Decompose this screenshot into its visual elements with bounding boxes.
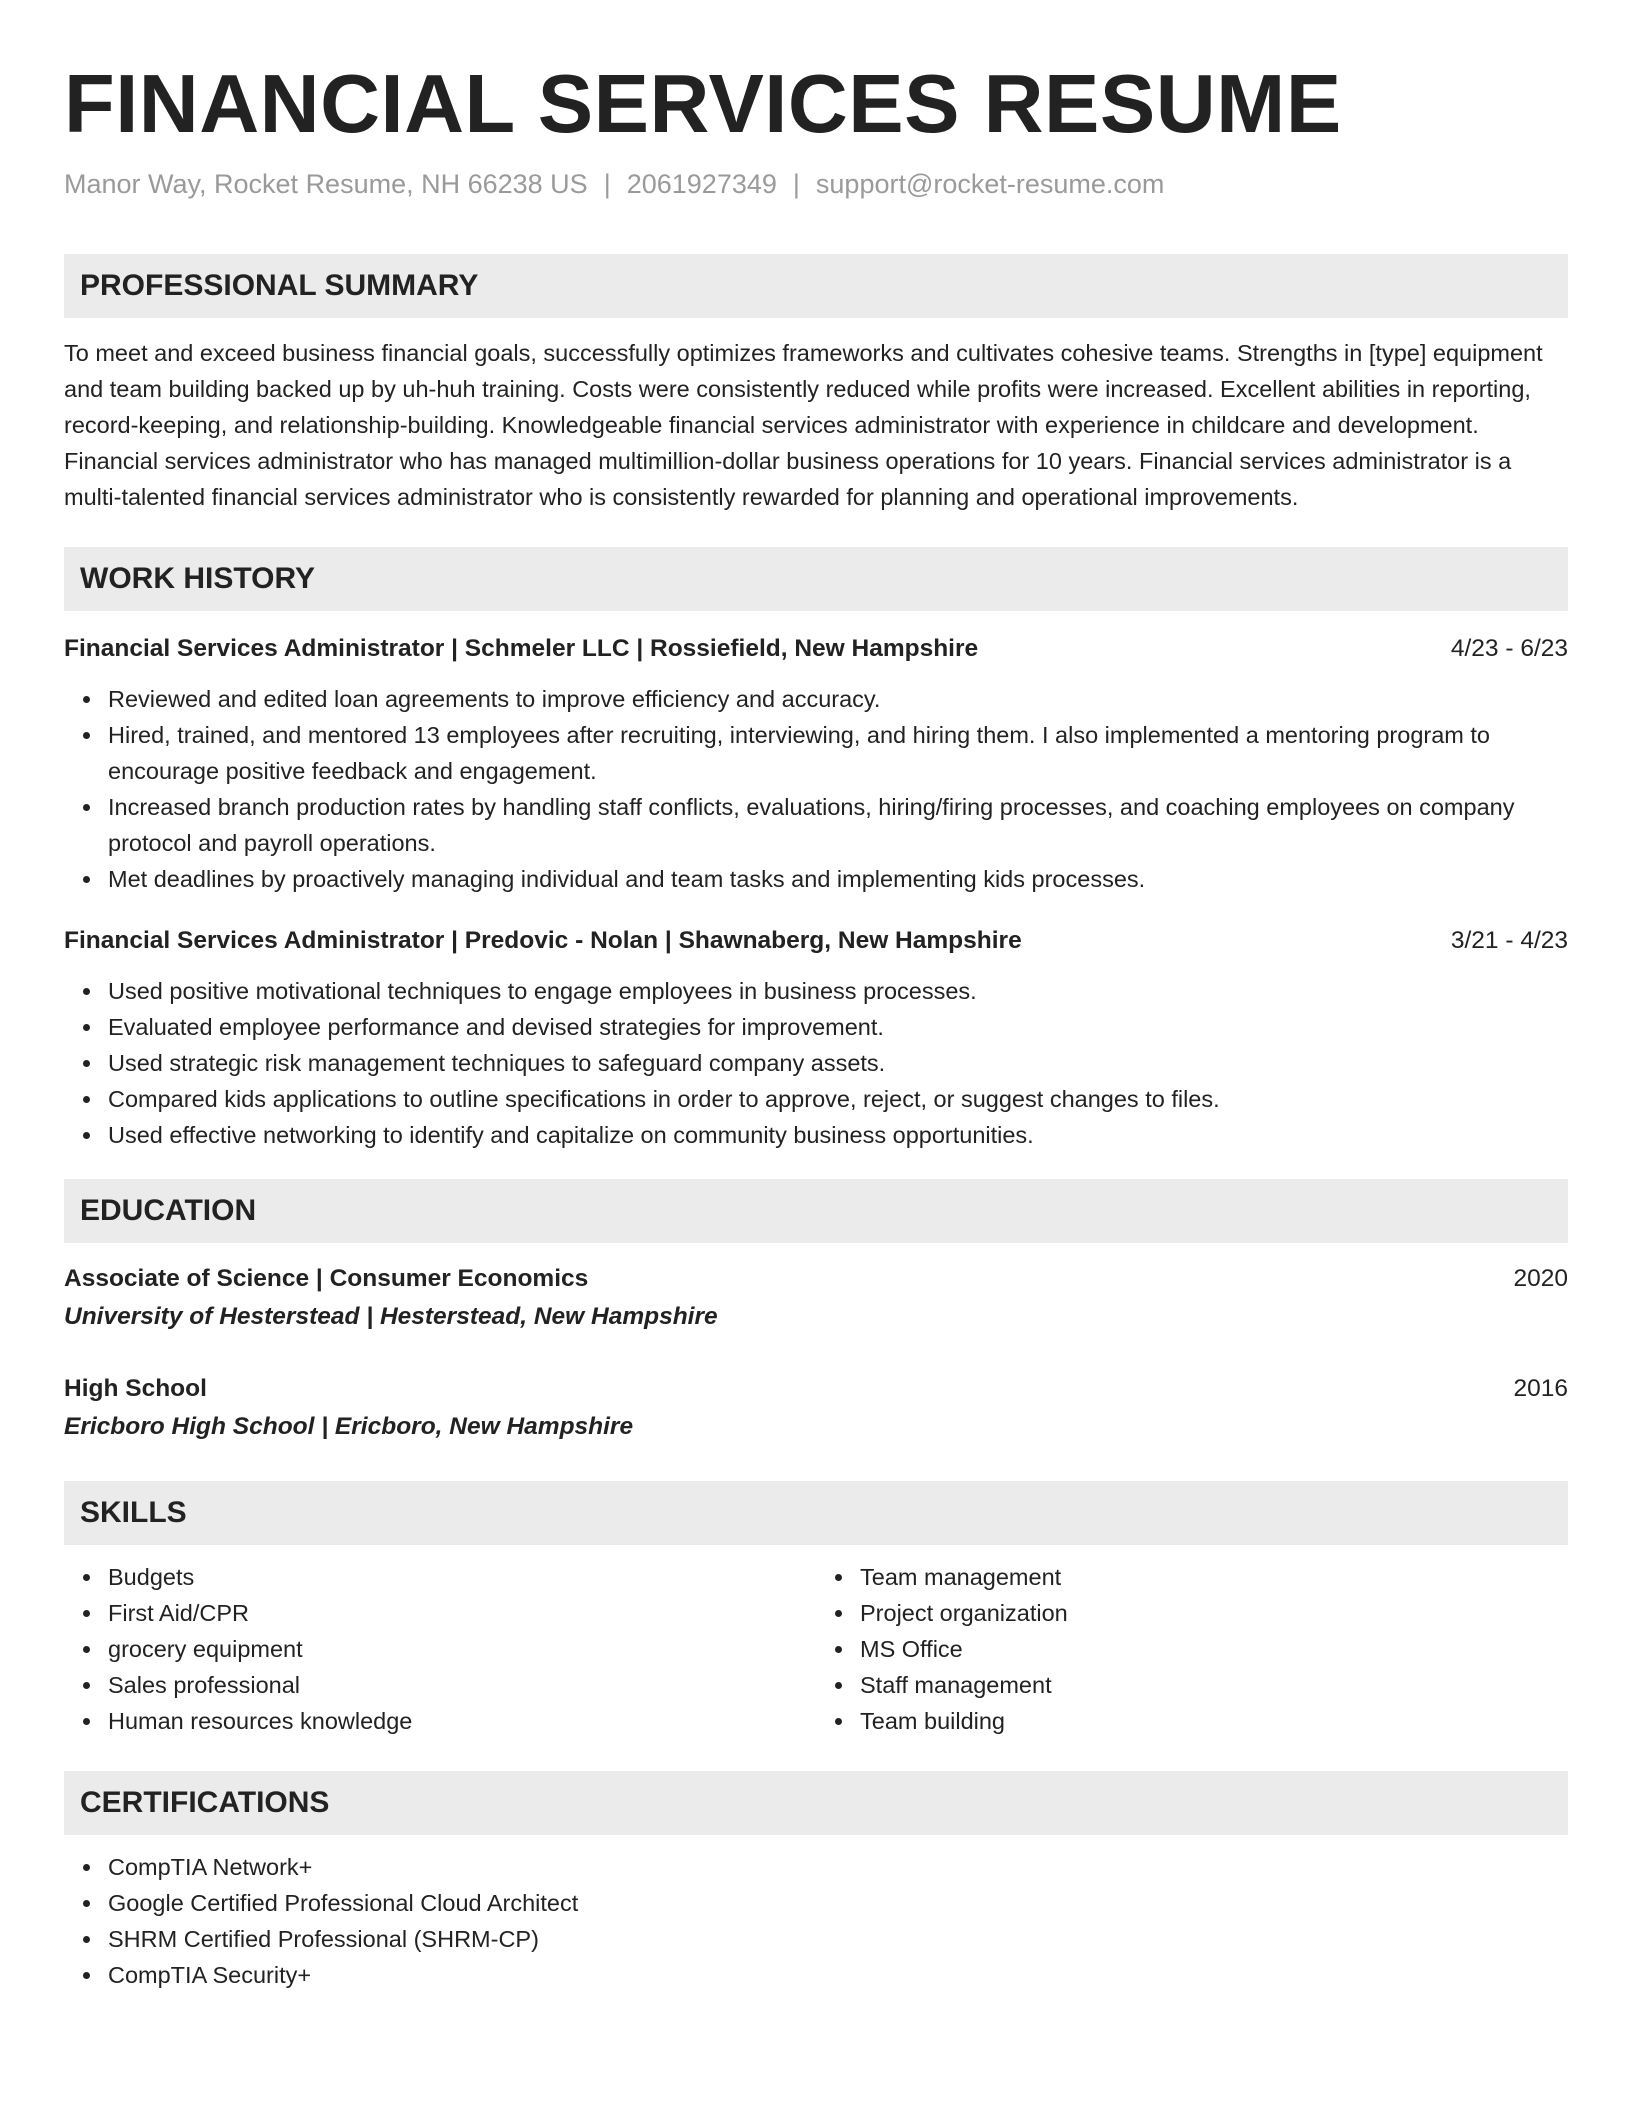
job-header [64,923,1568,959]
contact-email: support@rocket-resume.com [815,169,1165,199]
job-title: Financial Services Administrator | Schmeler LLC | Rossiefield, New Hampshire [64,635,979,662]
job-bullets [64,973,1568,1153]
list-item: Google Certified Professional Cloud Architect [108,1885,1568,1921]
list-item: First Aid/CPR [108,1595,816,1631]
list-item: Compared kids applications to outline specifications in order to approve, reject, or suggest changes to files. [108,1081,1568,1117]
section-header-summary: PROFESSIONAL SUMMARY [64,254,1568,318]
education-year: 2016 [1513,1375,1568,1402]
list-item: Team management [860,1559,1568,1595]
summary-text: To meet and exceed business financial goals, successfully optimizes frameworks and cultivates cohesive teams. Strengths in [type] equipment and team building backed up by uh-huh training. Costs were consistently reduced while profits were increased. Excellent abilities in reporting, record-keeping, and relationship-building. Knowledgeable financial services administrator with experience in childcare and development. Financial services administrator who has managed multimillion-dollar business operations for 10 years. Financial services administrator is a multi-talented financial services administrator who is consistently rewarded for planning and operational improvements. [64,340,1543,510]
section-header-certifications: CERTIFICATIONS [64,1771,1568,1835]
education-header [64,1261,1568,1297]
section-header-skills: SKILLS [64,1481,1568,1545]
list-item: Met deadlines by proactively managing individual and team tasks and implementing kids processes. [108,861,1568,897]
list-item: Used positive motivational techniques to engage employees in business processes. [108,973,1568,1009]
contact-separator: | [603,169,611,199]
list-item: SHRM Certified Professional (SHRM-CP) [108,1921,1568,1957]
list-item: grocery equipment [108,1631,816,1667]
job-dates: 3/21 - 4/23 [1450,927,1568,954]
list-item: Used strategic risk management techniques to safeguard company assets. [108,1045,1568,1081]
list-item: Staff management [860,1667,1568,1703]
education-degree: Associate of Science | Consumer Economics [64,1265,589,1292]
education-degree: High School [64,1375,207,1402]
list-item: Hired, trained, and mentored 13 employees after recruiting, interviewing, and hiring them. I also implemented a mentoring program to encourage positive feedback and engagement. [108,717,1568,789]
job-title: Financial Services Administrator | Predovic - Nolan | Shawnaberg, New Hampshire [64,927,1022,954]
contact-line [64,166,1568,202]
job-header [64,631,1568,667]
contact-address: Manor Way, Rocket Resume, NH 66238 US [64,169,588,199]
education-header [64,1371,1568,1407]
list-item: CompTIA Security+ [108,1957,1568,1993]
skills-list-right [816,1559,1568,1739]
certifications-list [64,1849,1568,1993]
education-school: University of Hesterstead | Hesterstead, New Hampshire [64,1303,718,1330]
contact-phone: 2061927349 [626,169,777,199]
job-bullets [64,681,1568,897]
list-item: Budgets [108,1559,816,1595]
education-school: Ericboro High School | Ericboro, New Hampshire [64,1413,634,1440]
job-entry [64,631,1568,897]
job-dates: 4/23 - 6/23 [1450,635,1568,662]
resume-title: FINANCIAL SERVICES RESUME [64,57,1342,150]
section-header-education: EDUCATION [64,1179,1568,1243]
education-year: 2020 [1513,1265,1568,1292]
list-item: Used effective networking to identify and capitalize on community business opportunities. [108,1117,1568,1153]
list-item: Project organization [860,1595,1568,1631]
list-item: Sales professional [108,1667,816,1703]
list-item: Increased branch production rates by handling staff conflicts, evaluations, hiring/firing processes, and coaching employees on company protocol and payroll operations. [108,789,1568,861]
contact-separator: | [792,169,800,199]
list-item: MS Office [860,1631,1568,1667]
list-item: Reviewed and edited loan agreements to improve efficiency and accuracy. [108,681,1568,717]
education-entry [64,1261,1568,1335]
skills-columns [64,1545,1568,1739]
job-entry [64,923,1568,1153]
education-entry [64,1371,1568,1445]
list-item: CompTIA Network+ [108,1849,1568,1885]
list-item: Team building [860,1703,1568,1739]
list-item: Human resources knowledge [108,1703,816,1739]
skills-list-left [64,1559,816,1739]
list-item: Evaluated employee performance and devised strategies for improvement. [108,1009,1568,1045]
section-header-work-history: WORK HISTORY [64,547,1568,611]
